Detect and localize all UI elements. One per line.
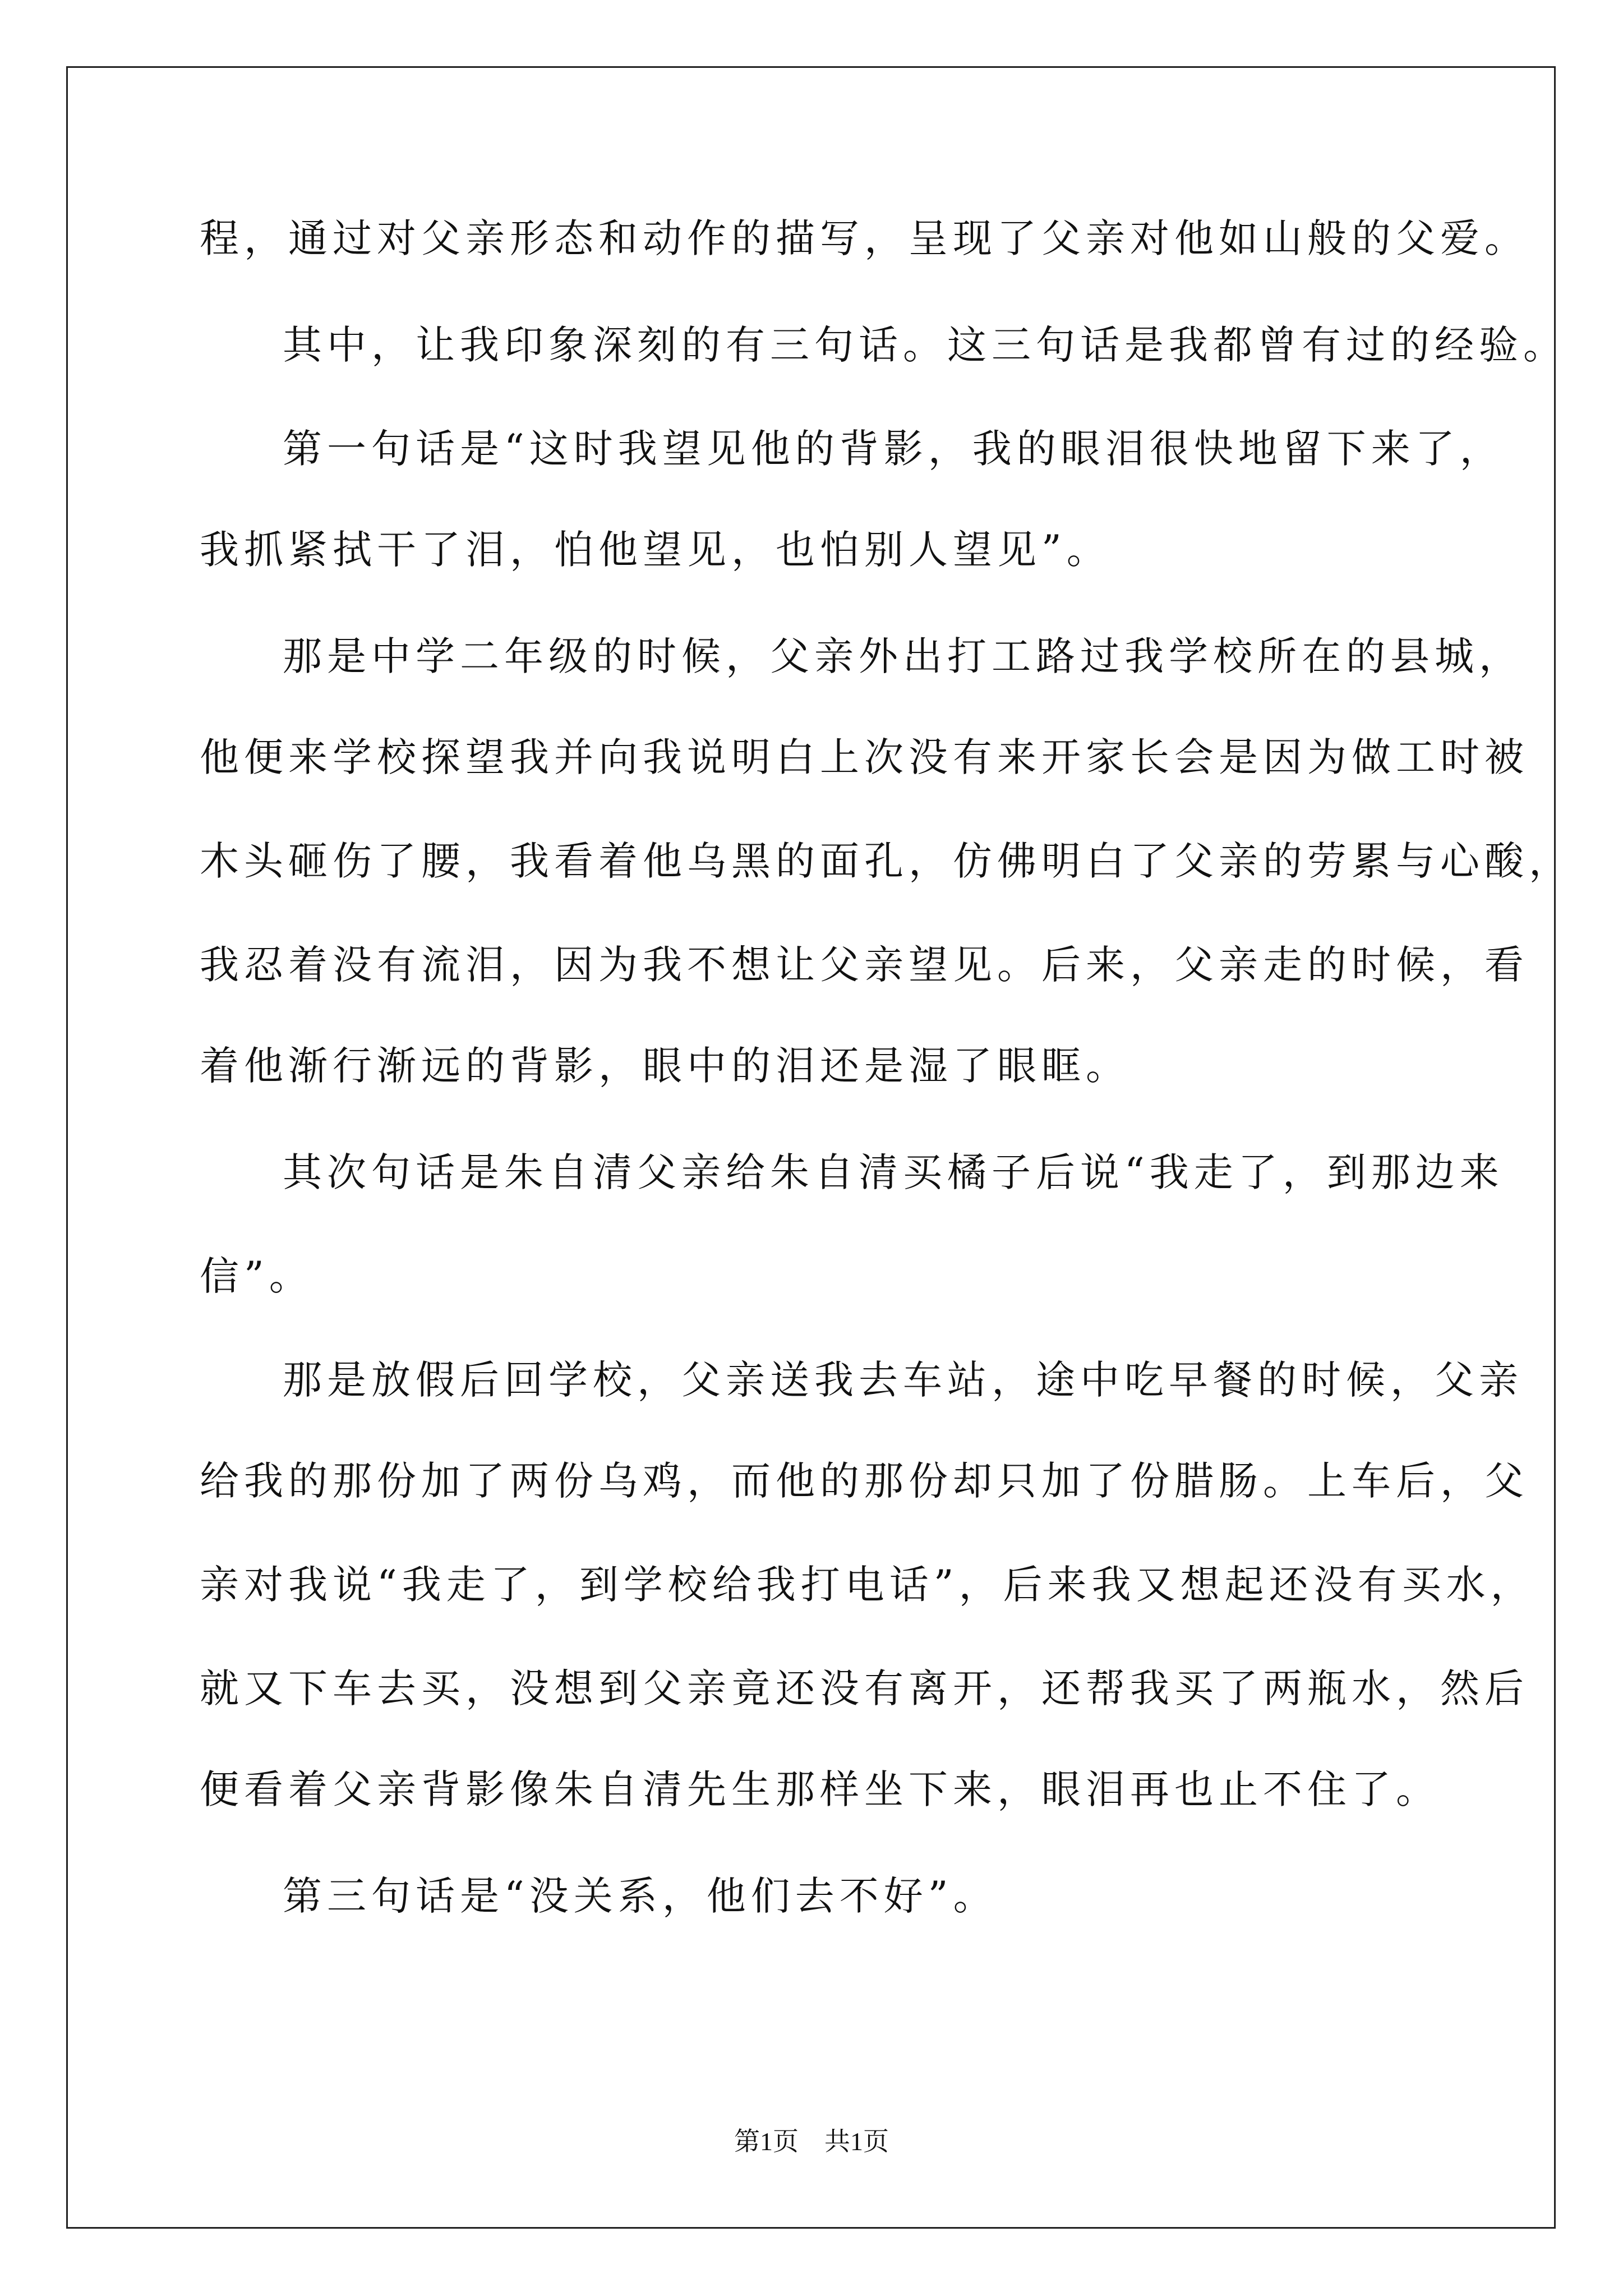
text-line: 其中，让我印象深刻的有三句话。这三句话是我都曾有过的经验。 xyxy=(283,322,1567,368)
text-line: 那是中学二年级的时候，父亲外出打工路过我学校所在的县城， xyxy=(283,633,1523,679)
text-line: 就又下车去买，没想到父亲竟还没有离开，还帮我买了两瓶水，然后 xyxy=(200,1665,1529,1711)
text-line: 他便来学校探望我并向我说明白上次没有来开家长会是因为做工时被 xyxy=(200,734,1529,780)
text-line: 着他渐行渐远的背影，眼中的泪还是湿了眼眶。 xyxy=(200,1043,1130,1089)
page-footer: 第1页 共1页 xyxy=(734,2127,889,2156)
text-line: 那是放假后回学校，父亲送我去车站，途中吃早餐的时候，父亲 xyxy=(283,1357,1523,1403)
text-line: 第一句话是“这时我望见他的背影，我的眼泪很快地留下来了， xyxy=(283,426,1504,472)
text-line: 第三句话是“没关系，他们去不好”。 xyxy=(283,1873,998,1919)
text-line: 程，通过对父亲形态和动作的描写，呈现了父亲对他如山般的父爱。 xyxy=(200,215,1529,261)
text-line: 给我的那份加了两份乌鸡，而他的那份却只加了份腊肠。上车后，父 xyxy=(200,1458,1529,1504)
text-line: 便看着父亲背影像朱自清先生那样坐下来，眼泪再也止不住了。 xyxy=(200,1766,1440,1812)
text-line: 其次句话是朱自清父亲给朱自清买橘子后说“我走了，到那边来 xyxy=(283,1149,1504,1195)
text-line: 我忍着没有流泪，因为我不想让父亲望见。后来，父亲走的时候，看 xyxy=(200,942,1529,988)
text-line: 信”。 xyxy=(200,1253,313,1299)
text-line: 亲对我说“我走了，到学校给我打电话”，后来我又想起还没有买水， xyxy=(200,1562,1535,1608)
text-line: 我抓紧拭干了泪，怕他望见，也怕别人望见”。 xyxy=(200,527,1111,573)
text-line: 木头砸伤了腰，我看着他乌黑的面孔，仿佛明白了父亲的劳累与心酸， xyxy=(200,838,1573,884)
